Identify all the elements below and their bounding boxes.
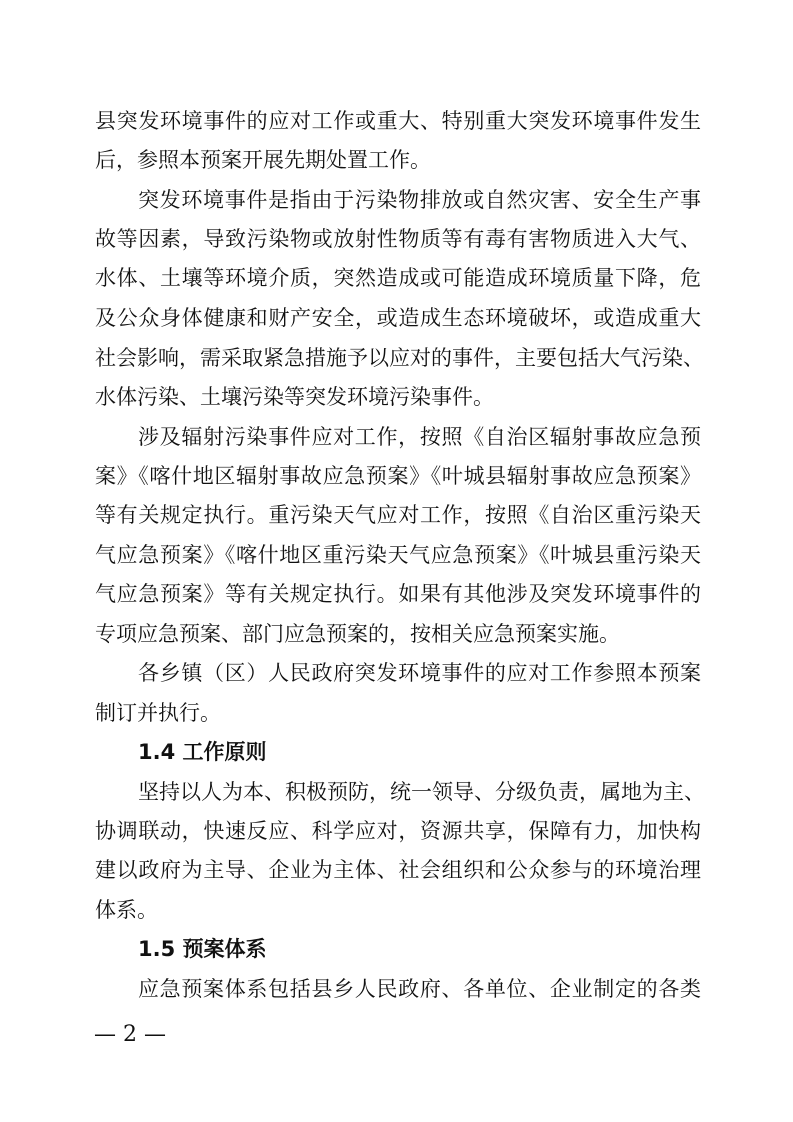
paragraph-line: 制订并执行。 (95, 701, 221, 725)
paragraph-line: 等有关规定执行。重污染天气应对工作，按照《自治区重污染天 (95, 503, 701, 527)
paragraph-line: 涉及辐射污染事件应对工作，按照《自治区辐射事故应急预 (138, 425, 701, 449)
paragraph-line: 水体、土壤等环境介质，突然造成或可能造成环境质量下降，危 (95, 266, 701, 290)
paragraph-line: 及公众身体健康和财产安全，或造成生态环境破坏，或造成重大 (95, 306, 701, 330)
page-number: — 2 — (94, 1022, 166, 1047)
paragraph-line: 建以政府为主导、企业为主体、社会组织和公众参与的环境治理 (95, 858, 701, 882)
paragraph-line: 协调联动，快速反应、科学应对，资源共享，保障有力，加快构 (95, 819, 701, 843)
paragraph-line: 案》《喀什地区辐射事故应急预案》《叶城县辐射事故应急预案》 (95, 464, 701, 488)
paragraph-line: 后，参照本预案开展先期处置工作。 (95, 148, 431, 172)
section-heading: 1.4 工作原则 (138, 740, 267, 764)
paragraph-line: 县突发环境事件的应对工作或重大、特别重大突发环境事件发生 (95, 109, 701, 133)
paragraph-line: 突发环境事件是指由于污染物排放或自然灾害、安全生产事 (138, 188, 701, 212)
paragraph-line: 应急预案体系包括县乡人民政府、各单位、企业制定的各类 (138, 977, 701, 1001)
paragraph-line: 水体污染、土壤污染等突发环境污染事件。 (95, 385, 494, 409)
section-heading: 1.5 预案体系 (138, 937, 267, 961)
paragraph-line: 各乡镇（区）人民政府突发环境事件的应对工作参照本预案 (138, 661, 701, 685)
paragraph-line: 气应急预案》等有关规定执行。如果有其他涉及突发环境事件的 (95, 582, 701, 606)
paragraph-line: 坚持以人为本、积极预防，统一领导、分级负责，属地为主、 (138, 780, 705, 804)
paragraph-line: 体系。 (95, 898, 158, 922)
paragraph-line: 专项应急预案、部门应急预案的，按相关应急预案实施。 (95, 622, 620, 646)
paragraph-line: 社会影响，需采取紧急措施予以应对的事件，主要包括大气污染、 (95, 346, 704, 370)
paragraph-line: 气应急预案》《喀什地区重污染天气应急预案》《叶城县重污染天 (95, 543, 701, 567)
paragraph-line: 故等因素，导致污染物或放射性物质等有毒有害物质进入大气、 (95, 227, 701, 251)
